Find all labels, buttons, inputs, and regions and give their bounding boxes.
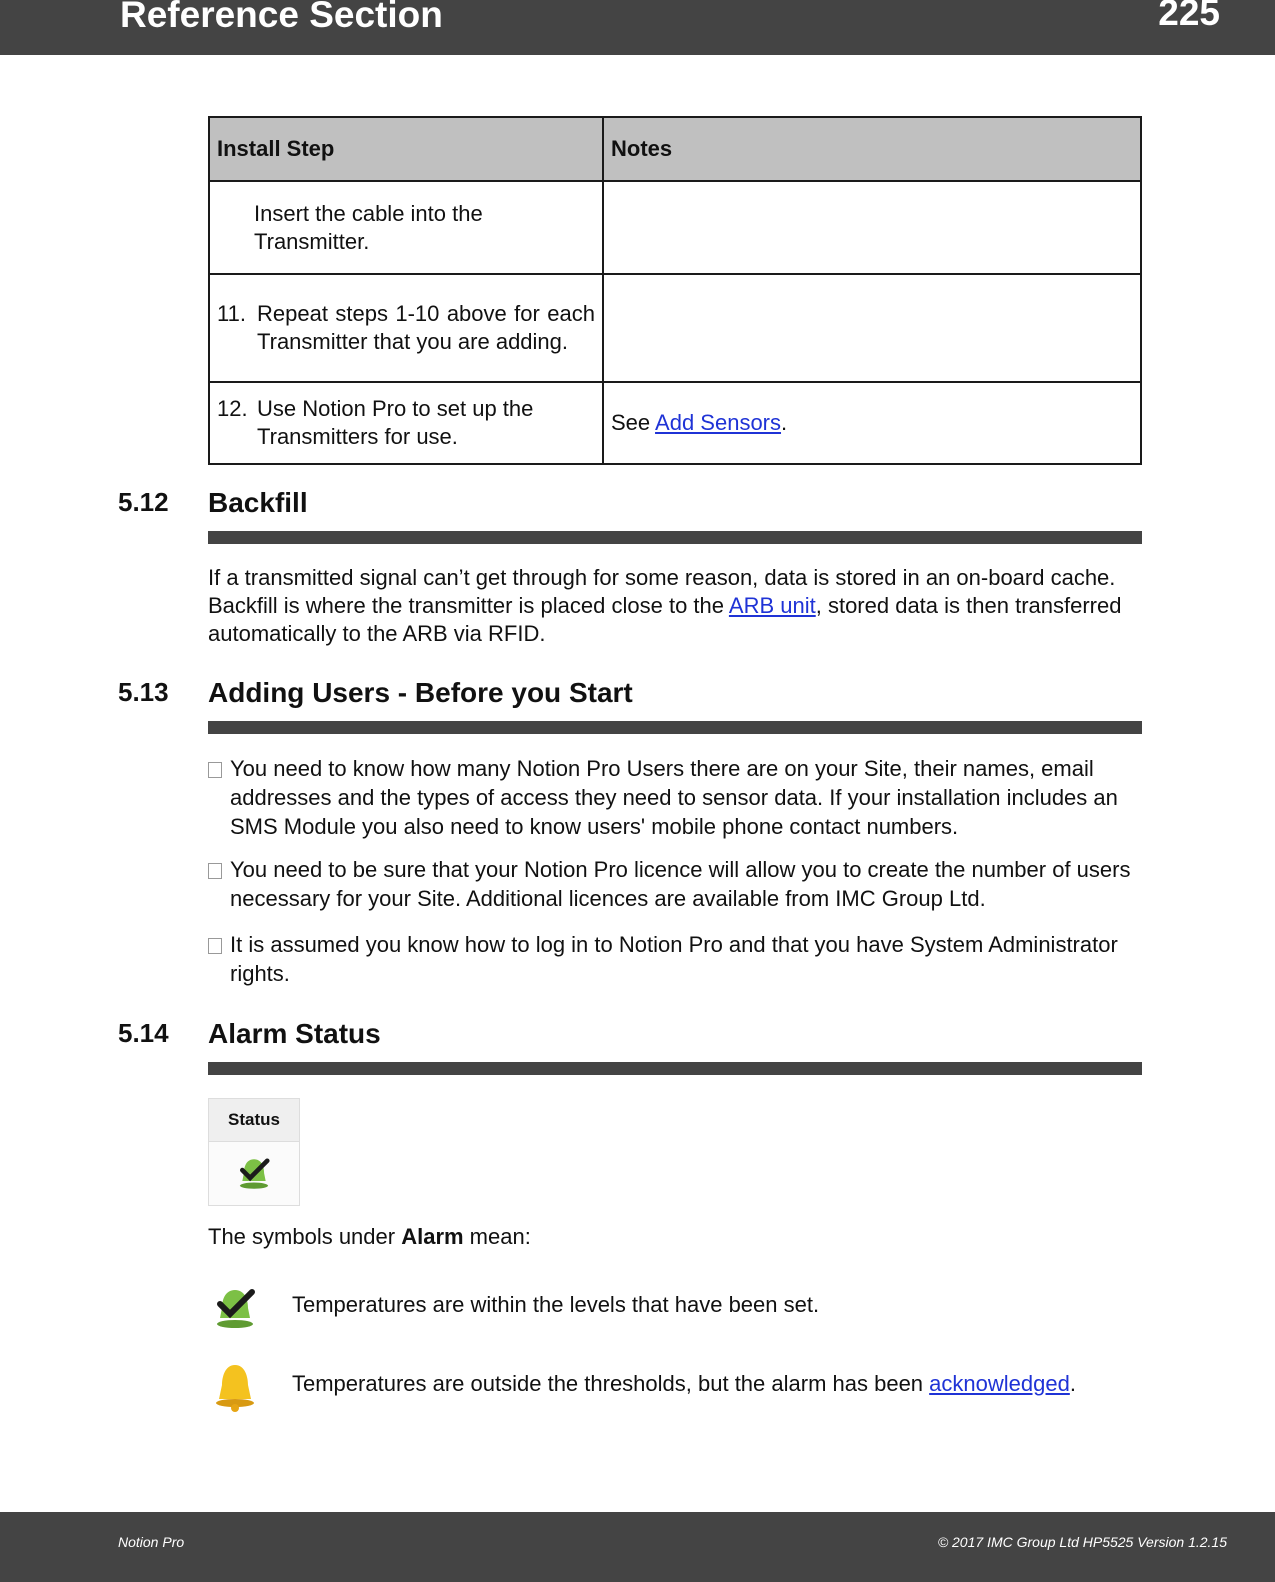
- alarm-symbol-row: [208, 1282, 1142, 1336]
- section-number: 5.14: [118, 1018, 169, 1048]
- list-item: [208, 930, 1142, 988]
- green-bell-check-icon: [209, 1142, 299, 1205]
- alarm-symbol-text: Temperatures are within the levels that have been set.: [292, 1292, 820, 1317]
- section-heading: Adding Users - Before you Start: [208, 677, 633, 708]
- step-text: Insert the cable into the Transmitter.: [254, 200, 483, 254]
- alarm-symbol-row: [208, 1361, 1142, 1415]
- bullet-box-icon: [208, 938, 222, 954]
- page-footer: [0, 1512, 1275, 1582]
- table-header-row: [209, 117, 1141, 181]
- header-title: Reference Section: [120, 0, 443, 35]
- step-number: 11.: [217, 301, 246, 326]
- intro-text-1: The symbols under: [208, 1224, 402, 1249]
- footer-copyright: © 2017 IMC Group Ltd HP5525 Version 1.2.15: [937, 1534, 1227, 1550]
- bullet-box-icon: [208, 762, 222, 778]
- intro-text-2: mean:: [463, 1224, 531, 1249]
- bullet-text: You need to know how many Notion Pro Users there are on your Site, their names, email addresses and the types of access they need to sensor data. If your installation includes an SMS Module you also need to know users' mobile phone contact numbers.: [230, 756, 1118, 839]
- step-cell: [209, 274, 603, 382]
- symbol-text-1: Temperatures are outside the thresholds, but the alarm has been: [292, 1371, 930, 1396]
- step-text: Use Notion Pro to set up the Transmitters for use.: [257, 396, 534, 449]
- bullet-text: It is assumed you know how to log in to Notion Pro and that you have System Administrator rights.: [230, 932, 1118, 986]
- intro-bold: Alarm: [401, 1224, 464, 1249]
- install-steps-table: [208, 116, 1142, 465]
- step-text: Repeat steps 1-10 above for each Transmitter that you are adding.: [257, 301, 595, 354]
- backfill-text-2: , stored data is then transferred automatically to the ARB via RFID.: [208, 593, 1122, 646]
- section-heading: Alarm Status: [208, 1018, 381, 1049]
- header-notes: Notes: [603, 117, 1141, 181]
- section-number: 5.12: [118, 487, 169, 517]
- section-number: 5.13: [118, 677, 169, 707]
- section-divider: [208, 531, 1142, 544]
- add-sensors-link[interactable]: Add Sensors: [655, 410, 782, 435]
- green-bell-check-icon: [208, 1282, 262, 1336]
- status-label: Status: [209, 1099, 299, 1142]
- table-row: [209, 181, 1141, 274]
- notes-cell: [603, 274, 1141, 382]
- section-heading: Backfill: [208, 487, 308, 518]
- status-column-image: [208, 1098, 300, 1206]
- table-row: [209, 274, 1141, 382]
- step-cell: [209, 181, 603, 274]
- header-install-step: Install Step: [209, 117, 603, 181]
- step-number: 12.: [217, 396, 248, 421]
- notes-prefix: See: [611, 410, 656, 435]
- bullet-text: You need to be sure that your Notion Pro licence will allow you to create the number of users necessary for your Site. Additional licences are available from IMC Group Ltd.: [230, 857, 1131, 911]
- step-cell: [209, 382, 603, 464]
- notes-suffix: .: [781, 410, 788, 435]
- list-item: [208, 855, 1142, 913]
- yellow-bell-icon: [208, 1361, 262, 1415]
- section-divider: [208, 721, 1142, 734]
- page-number: 225: [1158, 0, 1220, 33]
- notes-cell: [603, 382, 1141, 464]
- page-header: [0, 0, 1275, 55]
- arb-unit-link[interactable]: ARB unit: [728, 593, 816, 618]
- footer-product: Notion Pro: [118, 1534, 185, 1550]
- alarm-intro: [208, 1223, 1142, 1251]
- table-row: [209, 382, 1141, 464]
- symbol-text-2: .: [1069, 1371, 1076, 1396]
- acknowledged-link[interactable]: acknowledged: [929, 1371, 1070, 1396]
- backfill-text-1: If a transmitted signal can’t get through for some reason, data is stored in an on-board cache. Backfill is where the transmitter is placed close to the: [208, 565, 1116, 618]
- backfill-paragraph: [208, 564, 1142, 648]
- notes-cell: [603, 181, 1141, 274]
- section-divider: [208, 1062, 1142, 1075]
- bullet-box-icon: [208, 863, 222, 879]
- alarm-symbol-text: [292, 1371, 1076, 1397]
- list-item: [208, 754, 1142, 841]
